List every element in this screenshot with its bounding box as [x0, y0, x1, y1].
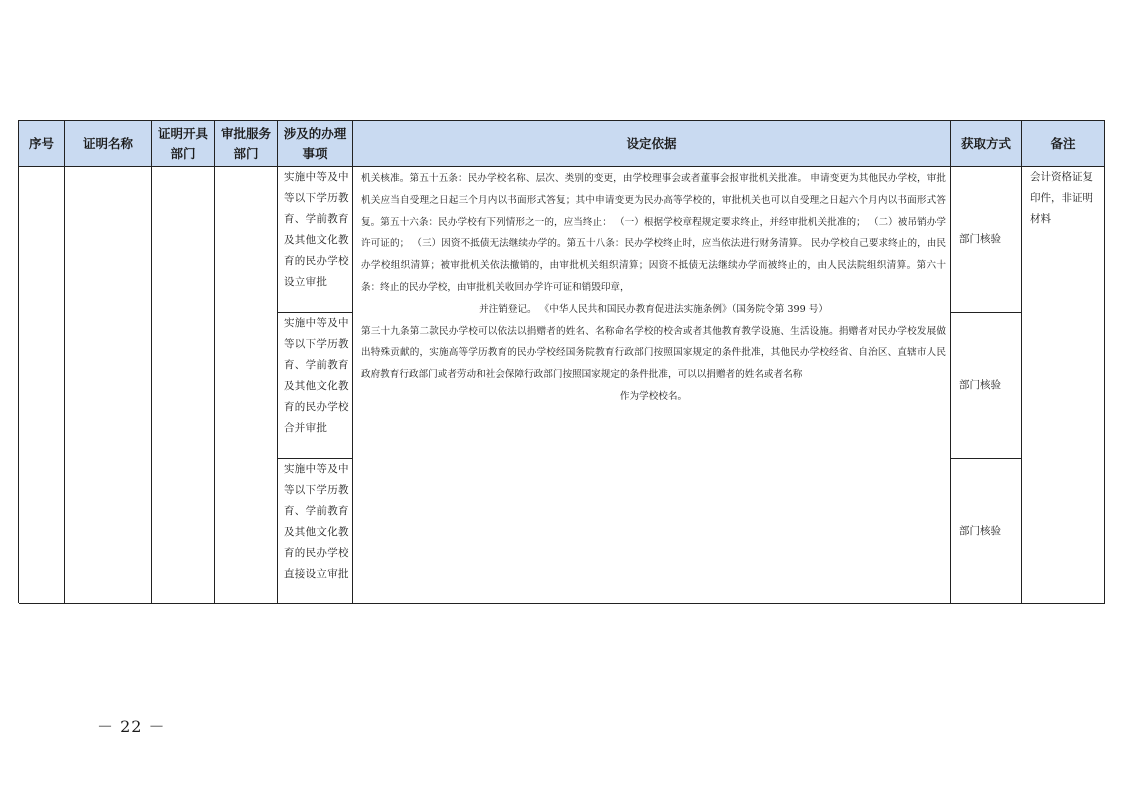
cert-name-cell — [65, 167, 152, 604]
approval-dept-cell — [215, 167, 278, 604]
header-basis: 设定依据 — [353, 121, 951, 167]
method-cell-setup: 部门核验 — [951, 167, 1022, 313]
method-cell-merge: 部门核验 — [951, 313, 1022, 459]
header-cert-name: 证明名称 — [65, 121, 152, 167]
matter-item-merge: 实施中等及中等以下学历教育、学前教育及其他文化教育的民办学校合并审批 — [278, 313, 353, 459]
certificate-table — [18, 120, 1105, 603]
issuing-dept-cell — [152, 167, 215, 604]
basis-paragraph-2-tail: 作为学校校名。 — [619, 390, 688, 402]
basis-cell — [353, 167, 951, 604]
matter-item-direct-setup: 实施中等及中等以下学历教育、学前教育及其他文化教育的民办学校直接设立审批 — [278, 459, 353, 604]
method-cell-direct-setup: 部门核验 — [951, 459, 1022, 604]
header-method: 获取方式 — [951, 121, 1022, 167]
header-remark: 备注 — [1022, 121, 1105, 167]
basis-paragraph-1: 机关核准。第五十五条：民办学校名称、层次、类别的变更，由学校理事会或者董事会报审批机关批准。 申请变更为其他民办学校，审批机关应当自受理之日起三个月内以书面形式答复；其中申请变更为民办高等学校的，审批机关也可以自受理之日起六个月内以书面形式答复。第五十六条：民办学校有下列情形之一的，应当终止： （一）根据学校章程规定要求终止，并经审批机关批准的； （二）被吊销办学许可证的； （三）因资不抵债无法继续办学的。第五十八条：民办学校终止时，应当依法进行财务清算。 民办学校自己要求终止的，由民办学校组织清算；被审批机关依法撤销的，由审批机关组织清算；因资不抵债无法继续办学而被终止的，由人民法院组织清算。第六十条：终止的民办学校，由审批机关收回办学许可证和销毁印章， — [361, 173, 946, 293]
page-number: － 22 － — [97, 717, 166, 736]
header-issuing-dept: 证明开具部门 — [152, 121, 215, 167]
header-matter: 涉及的办理事项 — [278, 121, 353, 167]
header-seq: 序号 — [19, 121, 65, 167]
header-approval-dept: 审批服务部门 — [215, 121, 278, 167]
basis-paragraph-2: 第三十九条第二款民办学校可以依法以捐赠者的姓名、名称命名学校的校舍或者其他教育教学设施、生活设施。捐赠者对民办学校发展做出特殊贡献的，实施高等学历教育的民办学校经国务院教育行政部门按照国家规定的条件批准，其他民办学校经省、自治区、直辖市人民政府教育行政部门或者劳动和社会保障行政部门按照国家规定的条件批准，可以以捐赠者的姓名或者名称 — [361, 325, 946, 381]
basis-paragraph-1-tail: 并注销登记。 《中华人民共和国民办教育促进法实施条例》（国务院令第 399 号） — [479, 303, 828, 315]
remark-cell: 会计资格证复印件，非证明材料 — [1022, 167, 1105, 604]
matter-item-setup: 实施中等及中等以下学历教育、学前教育及其他文化教育的民办学校设立审批 — [278, 167, 353, 313]
seq-cell — [19, 167, 65, 604]
